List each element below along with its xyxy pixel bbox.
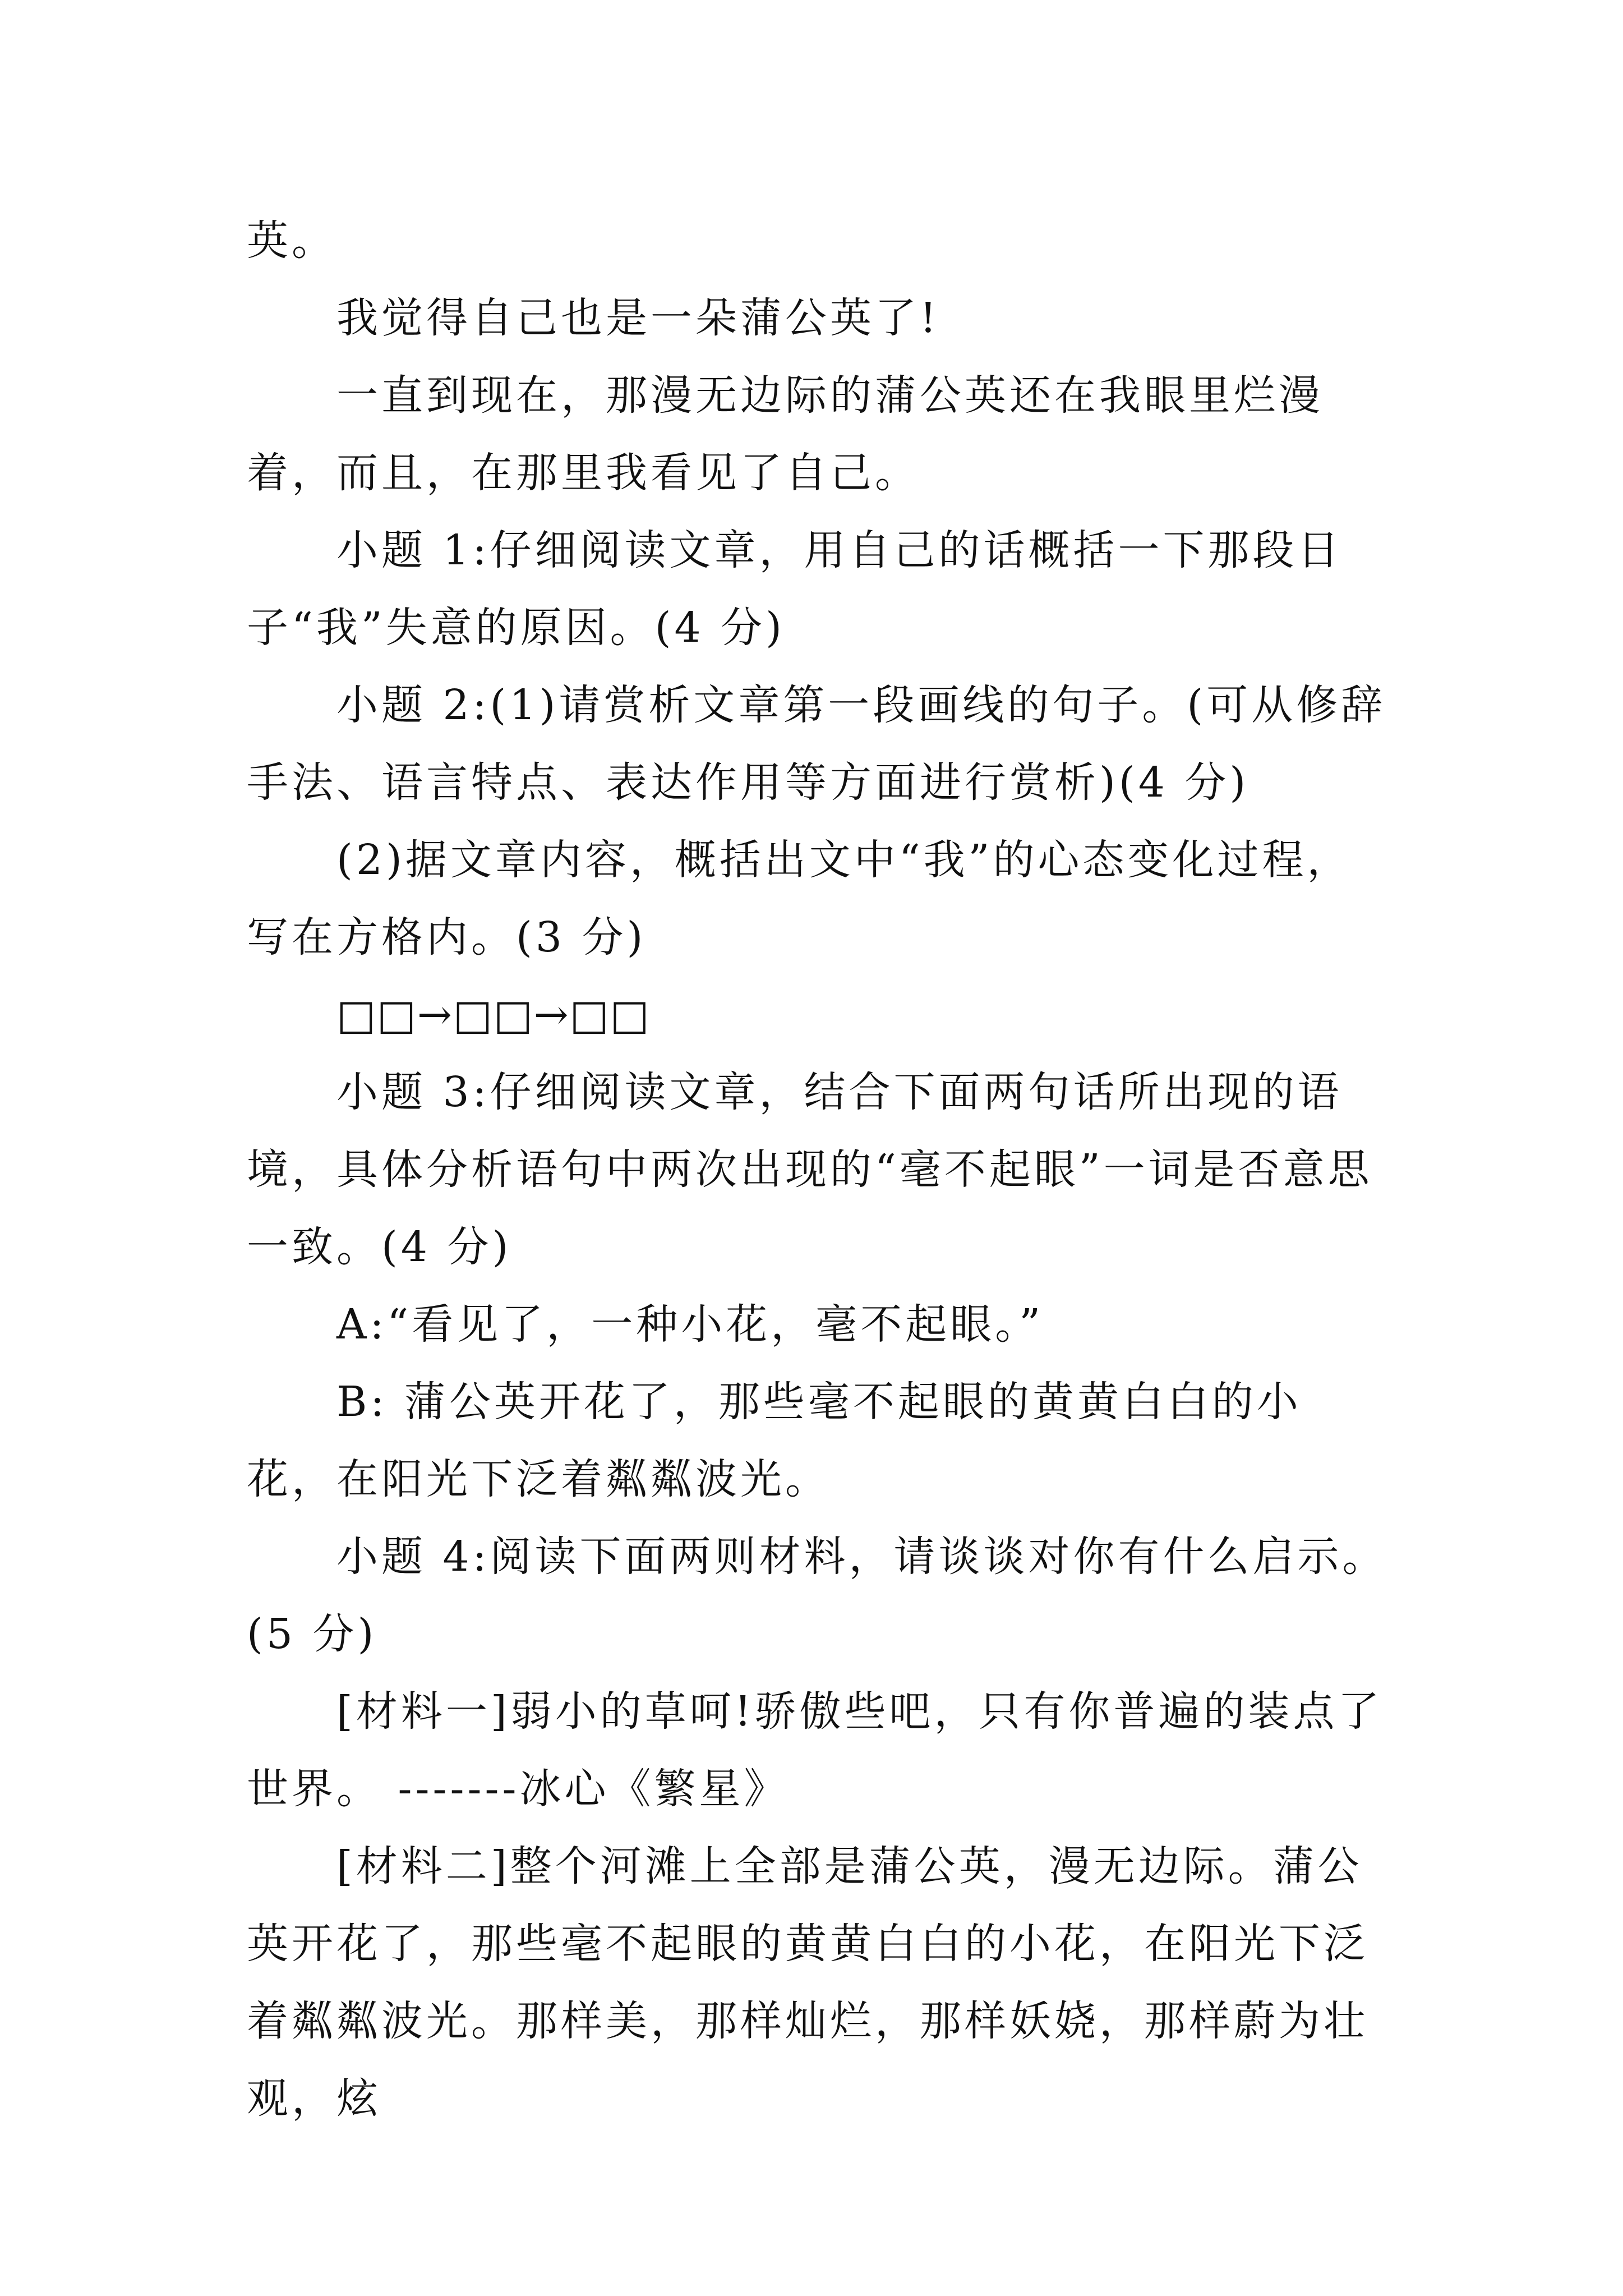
question-1: 小题 1:仔细阅读文章，用自己的话概括一下那段日子“我”失意的原因。(4 分) — [247, 526, 1343, 652]
material-2: [材料二]整个河滩上全部是蒲公英，漫无边际。蒲公英开花了，那些毫不起眼的黄黄白白的小花，在阳光下泛着粼粼波光。那样美，那样灿烂，那样妖娆，那样蔚为壮观，炫 — [247, 1842, 1368, 2123]
sentence-a: A:“看见了，一种小花，毫不起眼。” — [336, 1300, 1044, 1349]
answer-boxes: □□→□□→□□ — [336, 991, 651, 1039]
material-1: [材料一]弱小的草呵!骄傲些吧，只有你普遍的装点了世界。 -------冰心《繁星》 — [247, 1687, 1383, 1813]
paragraph-2: 我觉得自己也是一朵蒲公英了! — [336, 294, 940, 342]
document-body — [247, 202, 1391, 2137]
question-2-part-1: 小题 2:(1)请赏析文章第一段画线的句子。(可从修辞手法、语言特点、表达作用等方面进行赏析)(4 分) — [247, 681, 1386, 807]
sentence-b: B: 蒲公英开花了，那些毫不起眼的黄黄白白的小花，在阳光下泛着粼粼波光。 — [247, 1378, 1302, 1503]
question-3: 小题 3:仔细阅读文章，结合下面两句话所出现的语境，具体分析语句中两次出现的“毫不起眼”一词是否意思一致。(4 分) — [247, 1068, 1373, 1271]
paragraph-3: 一直到现在，那漫无边际的蒲公英还在我眼里烂漫着，而且，在那里我看见了自己。 — [247, 371, 1324, 497]
question-4: 小题 4:阅读下面两则材料，请谈谈对你有什么启示。(5 分) — [247, 1533, 1387, 1658]
paragraph-1: 英。 — [247, 217, 336, 265]
question-2-part-2: (2)据文章内容，概括出文中“我”的心态变化过程，写在方格内。(3 分) — [247, 836, 1352, 961]
